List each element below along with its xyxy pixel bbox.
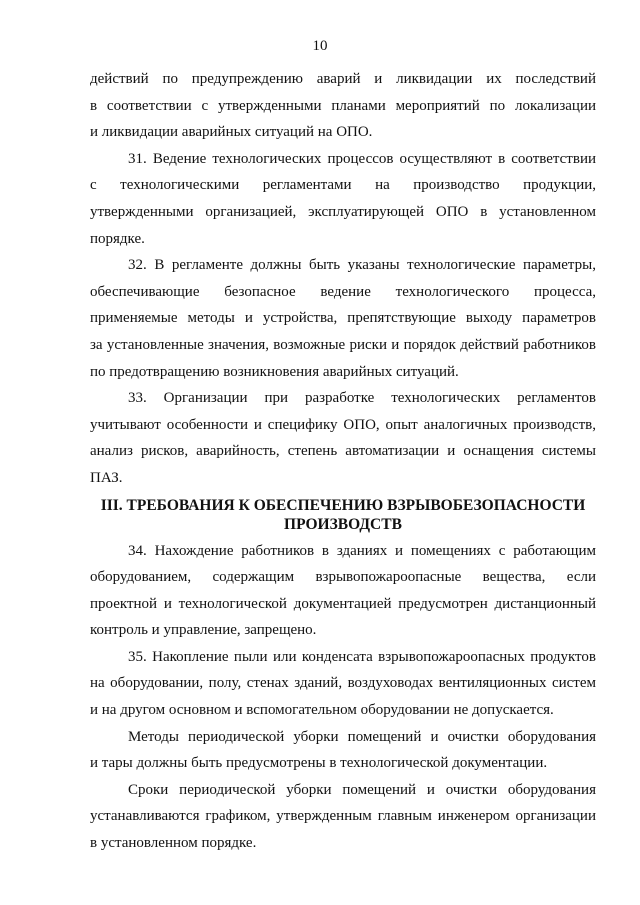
paragraph-line: оборудованием, содержащим взрывопожароопасные вещества, если	[90, 569, 596, 586]
paragraph-line: в установленном порядке.	[90, 835, 257, 852]
paragraph-line: Сроки периодической уборки помещений и очистки оборудования	[128, 781, 596, 798]
paragraph-line: порядке.	[90, 230, 145, 247]
paragraph-line: ПАЗ.	[90, 469, 123, 486]
paragraph-line: Методы периодической уборки помещений и очистки оборудования	[128, 728, 596, 745]
paragraph-line: 35. Накопление пыли или конденсата взрывопожароопасных продуктов	[128, 648, 596, 665]
paragraph-line: и на другом основном и вспомогательном оборудовании не допускается.	[90, 702, 554, 719]
paragraph-line: и ликвидации аварийных ситуаций на ОПО.	[90, 124, 373, 141]
paragraph-line: применяемые методы и устройства, препятствующие выходу параметров	[90, 310, 596, 327]
paragraph-cont	[90, 66, 596, 146]
section-heading-line-2: ПРОИЗВОДСТВ	[284, 515, 402, 533]
paragraph-line: обеспечивающие безопасное ведение технологического процесса,	[90, 283, 596, 300]
paragraph-line: утвержденными организацией, эксплуатирующей ОПО в установленном	[90, 203, 596, 220]
paragraph-line: 31. Ведение технологических процессов осуществляют в соответствии	[128, 150, 596, 167]
paragraph-p32	[90, 252, 596, 385]
paragraph-line: устанавливаются графиком, утвержденным главным инженером организации	[90, 808, 596, 825]
document-body	[90, 66, 596, 857]
paragraph-line: анализ рисков, аварийность, степень автоматизации и оснащения системы	[90, 443, 596, 460]
paragraphs-after-heading	[90, 538, 596, 857]
paragraph-line: 33. Организации при разработке технологических регламентов	[128, 390, 596, 407]
paragraph-line: за установленные значения, возможные риски и порядок действий работников	[90, 336, 596, 353]
paragraphs-before-heading	[90, 66, 596, 492]
paragraph-line: в соответствии с утвержденными планами мероприятий по локализации	[90, 97, 596, 114]
page-number: 10	[312, 38, 328, 54]
paragraph-line: 34. Нахождение работников в зданиях и помещениях с работающим	[128, 542, 596, 559]
paragraph-p34	[90, 538, 596, 644]
paragraph-p31	[90, 146, 596, 252]
paragraph-line: 32. В регламенте должны быть указаны технологические параметры,	[128, 257, 596, 274]
paragraph-p35b	[90, 724, 596, 777]
paragraph-line: проектной и технологической документацией предусмотрен дистанционный	[90, 595, 596, 612]
paragraph-line: учитывают особенности и специфику ОПО, опыт аналогичных производств,	[90, 416, 596, 433]
paragraph-line: по предотвращению возникновения аварийных ситуаций.	[90, 363, 459, 380]
paragraph-p35c	[90, 777, 596, 857]
paragraph-line: контроль и управление, запрещено.	[90, 622, 317, 639]
paragraph-p35	[90, 644, 596, 724]
paragraph-line: на оборудовании, полу, стенах зданий, воздуховодах вентиляционных систем	[90, 675, 596, 692]
paragraph-p33	[90, 385, 596, 491]
section-heading-line-1: III. ТРЕБОВАНИЯ К ОБЕСПЕЧЕНИЮ ВЗРЫВОБЕЗОПАСНОСТИ	[100, 496, 586, 514]
section-heading	[90, 496, 596, 534]
paragraph-line: действий по предупреждению аварий и ликвидации их последствий	[90, 71, 596, 87]
paragraph-line: с технологическими регламентами на производство продукции,	[90, 177, 596, 194]
paragraph-line: и тары должны быть предусмотрены в технологической документации.	[90, 755, 548, 772]
